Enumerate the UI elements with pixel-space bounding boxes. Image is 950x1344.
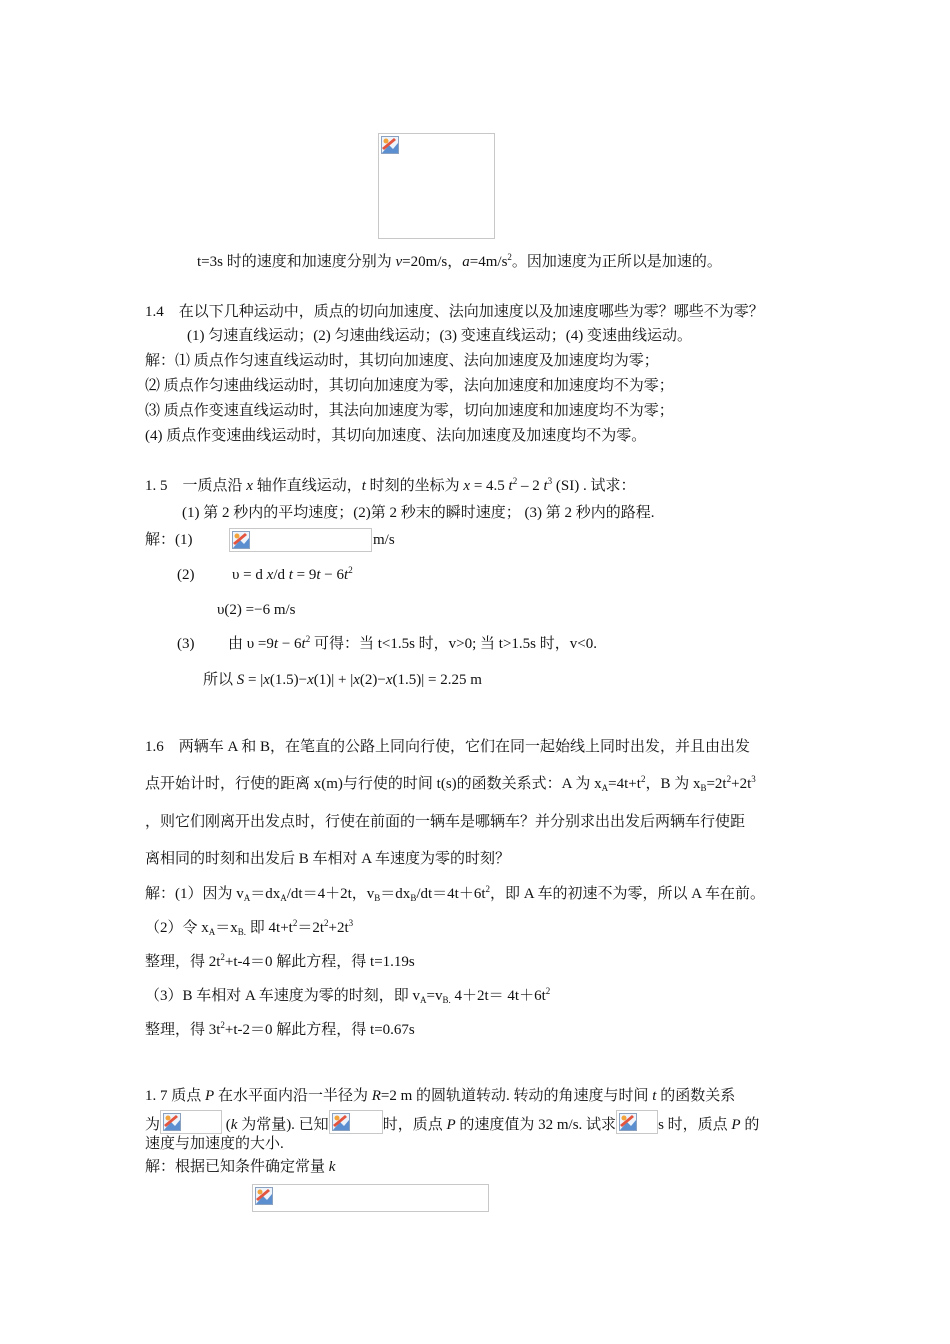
q17-line-3: 速度与加速度的大小. <box>145 1136 284 1152</box>
q15-sol2: υ = d x/d $t = 9t - 6t^2$ <box>232 565 353 583</box>
q15-sol2b: υ(2) =−6 m/s <box>217 602 296 618</box>
q15-title: 1. 5 一质点沿 x 轴作直线运动，t 时刻的坐标为 x = 4.5 $t^2 - 2$ $t^3$ (SI) . 试求： <box>145 476 636 494</box>
q17-line-4: 解：根据已知条件确定常量 k <box>145 1159 336 1175</box>
q14-title: 1.4 在以下几种运动中，质点的切向加速度、法向加速度以及加速度哪些为零？哪些不为零？ <box>145 304 764 320</box>
formula-placeholder <box>229 528 372 552</box>
q15-sol3-label: (3) <box>177 636 195 652</box>
formula-placeholder <box>160 1110 222 1134</box>
formula-placeholder <box>252 1184 489 1212</box>
q14-answer-2: ⑵ 质点作匀速曲线运动时，其切向加速度为零，法向加速度和加速度均不为零； <box>145 378 674 394</box>
q16-line-4: 离相同的时刻和出发后 B 车相对 A 车速度为零的时刻？ <box>145 851 511 867</box>
q14-answer-1: 解：⑴ 质点作匀速直线运动时，其切向加速度、法向加速度及加速度均为零； <box>145 353 659 369</box>
q16-sol-1: 解：(1）因为 $v_A=dx_A/dt=4+2t$，$v_B=dx_B/dt=4t+6t^2$，即 A 车的初速不为零，所以 A 车在前。 <box>145 884 766 903</box>
q15-ask: (1) 第 2 秒内的平均速度；(2)第 2 秒末的瞬时速度； (3) 第 2 秒内的路程. <box>182 505 655 521</box>
broken-image-icon <box>332 1113 350 1131</box>
q14-answer-4: (4) 质点作变速曲线运动时，其切向加速度、法向加速度及加速度均不为零。 <box>145 428 647 444</box>
q16-sol-3: 整理，得 $2t^2+t-4=0$ 解此方程，得 t=1.19s <box>145 952 415 970</box>
broken-image-icon <box>232 531 250 549</box>
broken-image-icon <box>619 1113 637 1131</box>
q16-line-2: 点开始计时，行使的距离 x(m)与行使的时间 t(s)的函数关系式：A 为 $x_A=4t+t^2$，B 为 $x_B=2t^2+2t^3$ <box>145 774 756 793</box>
formula-placeholder <box>329 1110 383 1134</box>
q17-line-2: 为 (k 为常量). 已知 时，质点 P 的速度值为 32 m/s. 试求 s 时，质点 P 的 <box>145 1110 759 1135</box>
q14-answer-3: ⑶ 质点作变速直线运动时，其法向加速度为零，切向加速度和加速度均不为零； <box>145 403 674 419</box>
q14-options: (1) 匀速直线运动；(2) 匀速曲线运动；(3) 变速直线运动；(4) 变速曲线运动。 <box>187 328 692 344</box>
q17-line-1: 1. 7 质点 P 在水平面内沿一半径为 R=2 m 的圆轨道转动. 转动的角速度与时间 t 的函数关系 <box>145 1088 736 1104</box>
broken-image-icon <box>163 1113 181 1131</box>
broken-image-icon <box>381 136 399 154</box>
q15-sol1-unit: m/s <box>373 532 395 548</box>
top-answer-line: t=3s 时的速度和加速度分别为 v=20m/s，$a=4m/s^2$。因加速度为正所以是加速的。 <box>197 252 722 270</box>
q15-sol1-label: 解：(1) <box>145 532 193 548</box>
q16-sol-2: （2）令 $x_A=x_{B.}$ 即 $4t+t^2=2t^2+2t^3$ <box>145 918 354 937</box>
q15-sol2-label: (2) <box>177 567 195 583</box>
q15-sol3: 由 $\upsilon =9t - 6t^2$ 可得：当 t<1.5s 时，v>0; 当 t>1.5s 时，v<0. <box>228 634 597 652</box>
q16-line-3: ，则它们刚离开出发点时，行使在前面的一辆车是哪辆车？并分别求出出发后两辆车行使距 <box>145 814 746 830</box>
q16-sol-4: （3）B 车相对 A 车速度为零的时刻，即 $v_A=v_{B.}$ $4+2t= 4t+6t^2$ <box>145 986 551 1005</box>
q16-sol-5: 整理，得 $3t^2+t-2=0$ 解此方程，得 t=0.67s <box>145 1020 415 1038</box>
broken-image-icon <box>255 1187 273 1205</box>
q16-line-1: 1.6 两辆车 A 和 B，在笔直的公路上同向行使，它们在同一起始线上同时出发，并且由出发 <box>145 739 751 755</box>
formula-placeholder <box>616 1110 658 1134</box>
q15-sol4: 所以 S = |x(1.5)−x(1)| + |x(2)−x(1.5)| = 2.25 m <box>203 672 482 688</box>
figure-placeholder <box>378 133 495 239</box>
